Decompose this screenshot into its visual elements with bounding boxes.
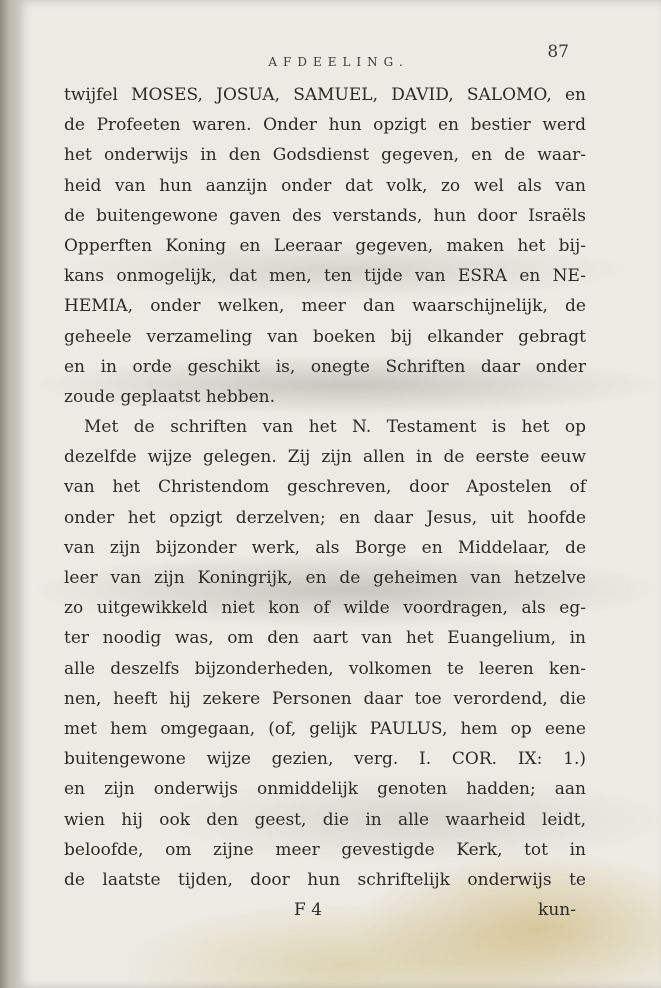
text-line: nen, heeft hij zekere Personen daar toe verordend, die bbox=[64, 688, 586, 709]
book-page bbox=[16, 0, 661, 988]
page-footer bbox=[64, 900, 586, 930]
text-line: buitengewone wijze gezien, verg. I. COR. IX: 1.) bbox=[64, 749, 586, 770]
text-line: Met de schriften van het N. Testament is het op bbox=[84, 417, 586, 438]
text-line: leer van zijn Koningrijk, en de geheimen van hetzelve bbox=[64, 568, 586, 588]
text-line: heid van hun aanzijn onder dat volk, zo wel als van bbox=[64, 175, 586, 196]
text-line: dezelfde wijze gelegen. Zij zijn allen in de eerste eeuw bbox=[64, 447, 586, 468]
text-line: en in orde geschikt is, onegte Schriften daar onder bbox=[64, 356, 586, 377]
text-line: zo uitgewikkeld niet kon of wilde voordragen, als eg- bbox=[64, 598, 586, 619]
text-line: de Profeeten waren. Onder hun opzigt en bestier werd bbox=[64, 115, 586, 136]
signature-mark: F 4 bbox=[294, 900, 323, 920]
text-line: HEMIA, onder welken, meer dan waarschijnelijk, de bbox=[64, 296, 586, 317]
page-number: 87 bbox=[547, 42, 569, 62]
text-line: ter noodig was, om den aart van het Euangelium, in bbox=[64, 628, 586, 649]
text-line: alle deszelfs bijzonderheden, volkomen te leeren ken- bbox=[64, 658, 586, 679]
text-line: de laatste tijden, door hun schriftelijk onderwijs te bbox=[64, 869, 586, 890]
text-line: zoude geplaatst hebben. bbox=[64, 386, 275, 407]
text-line: van het Christendom geschreven, door Apostelen of bbox=[64, 477, 586, 498]
text-line: beloofde, om zijne meer gevestigde Kerk, tot in bbox=[64, 839, 586, 860]
text-line: en zijn onderwijs onmiddelijk genoten hadden; aan bbox=[64, 779, 586, 800]
text-line: met hem omgegaan, (of, gelijk PAULUS, hem op eene bbox=[64, 718, 586, 739]
text-line: twijfel MOSES, JOSUA, SAMUEL, DAVID, SALOMO, en bbox=[64, 85, 586, 105]
catchword: kun- bbox=[538, 900, 576, 920]
text-line: wien hij ook den geest, die in alle waarheid leidt, bbox=[64, 809, 586, 830]
text-line: Opperften Koning en Leeraar gegeven, maken het bij- bbox=[64, 235, 586, 256]
body-text bbox=[64, 80, 586, 895]
text-line: onder het opzigt derzelven; en daar Jesus, uit hoofde bbox=[64, 507, 586, 528]
text-line: kans onmogelijk, dat men, ten tijde van ESRA en NE- bbox=[64, 266, 586, 287]
text-line: geheele verzameling van boeken bij elkander gebragt bbox=[64, 326, 586, 347]
text-line: van zijn bijzonder werk, als Borge en Middelaar, de bbox=[64, 537, 586, 558]
text-line: de buitengewone gaven des verstands, hun door Israëls bbox=[64, 205, 586, 226]
text-line: het onderwijs in den Godsdienst gegeven, en de waar- bbox=[64, 145, 586, 166]
running-head: AFDEELING. bbox=[268, 55, 409, 69]
